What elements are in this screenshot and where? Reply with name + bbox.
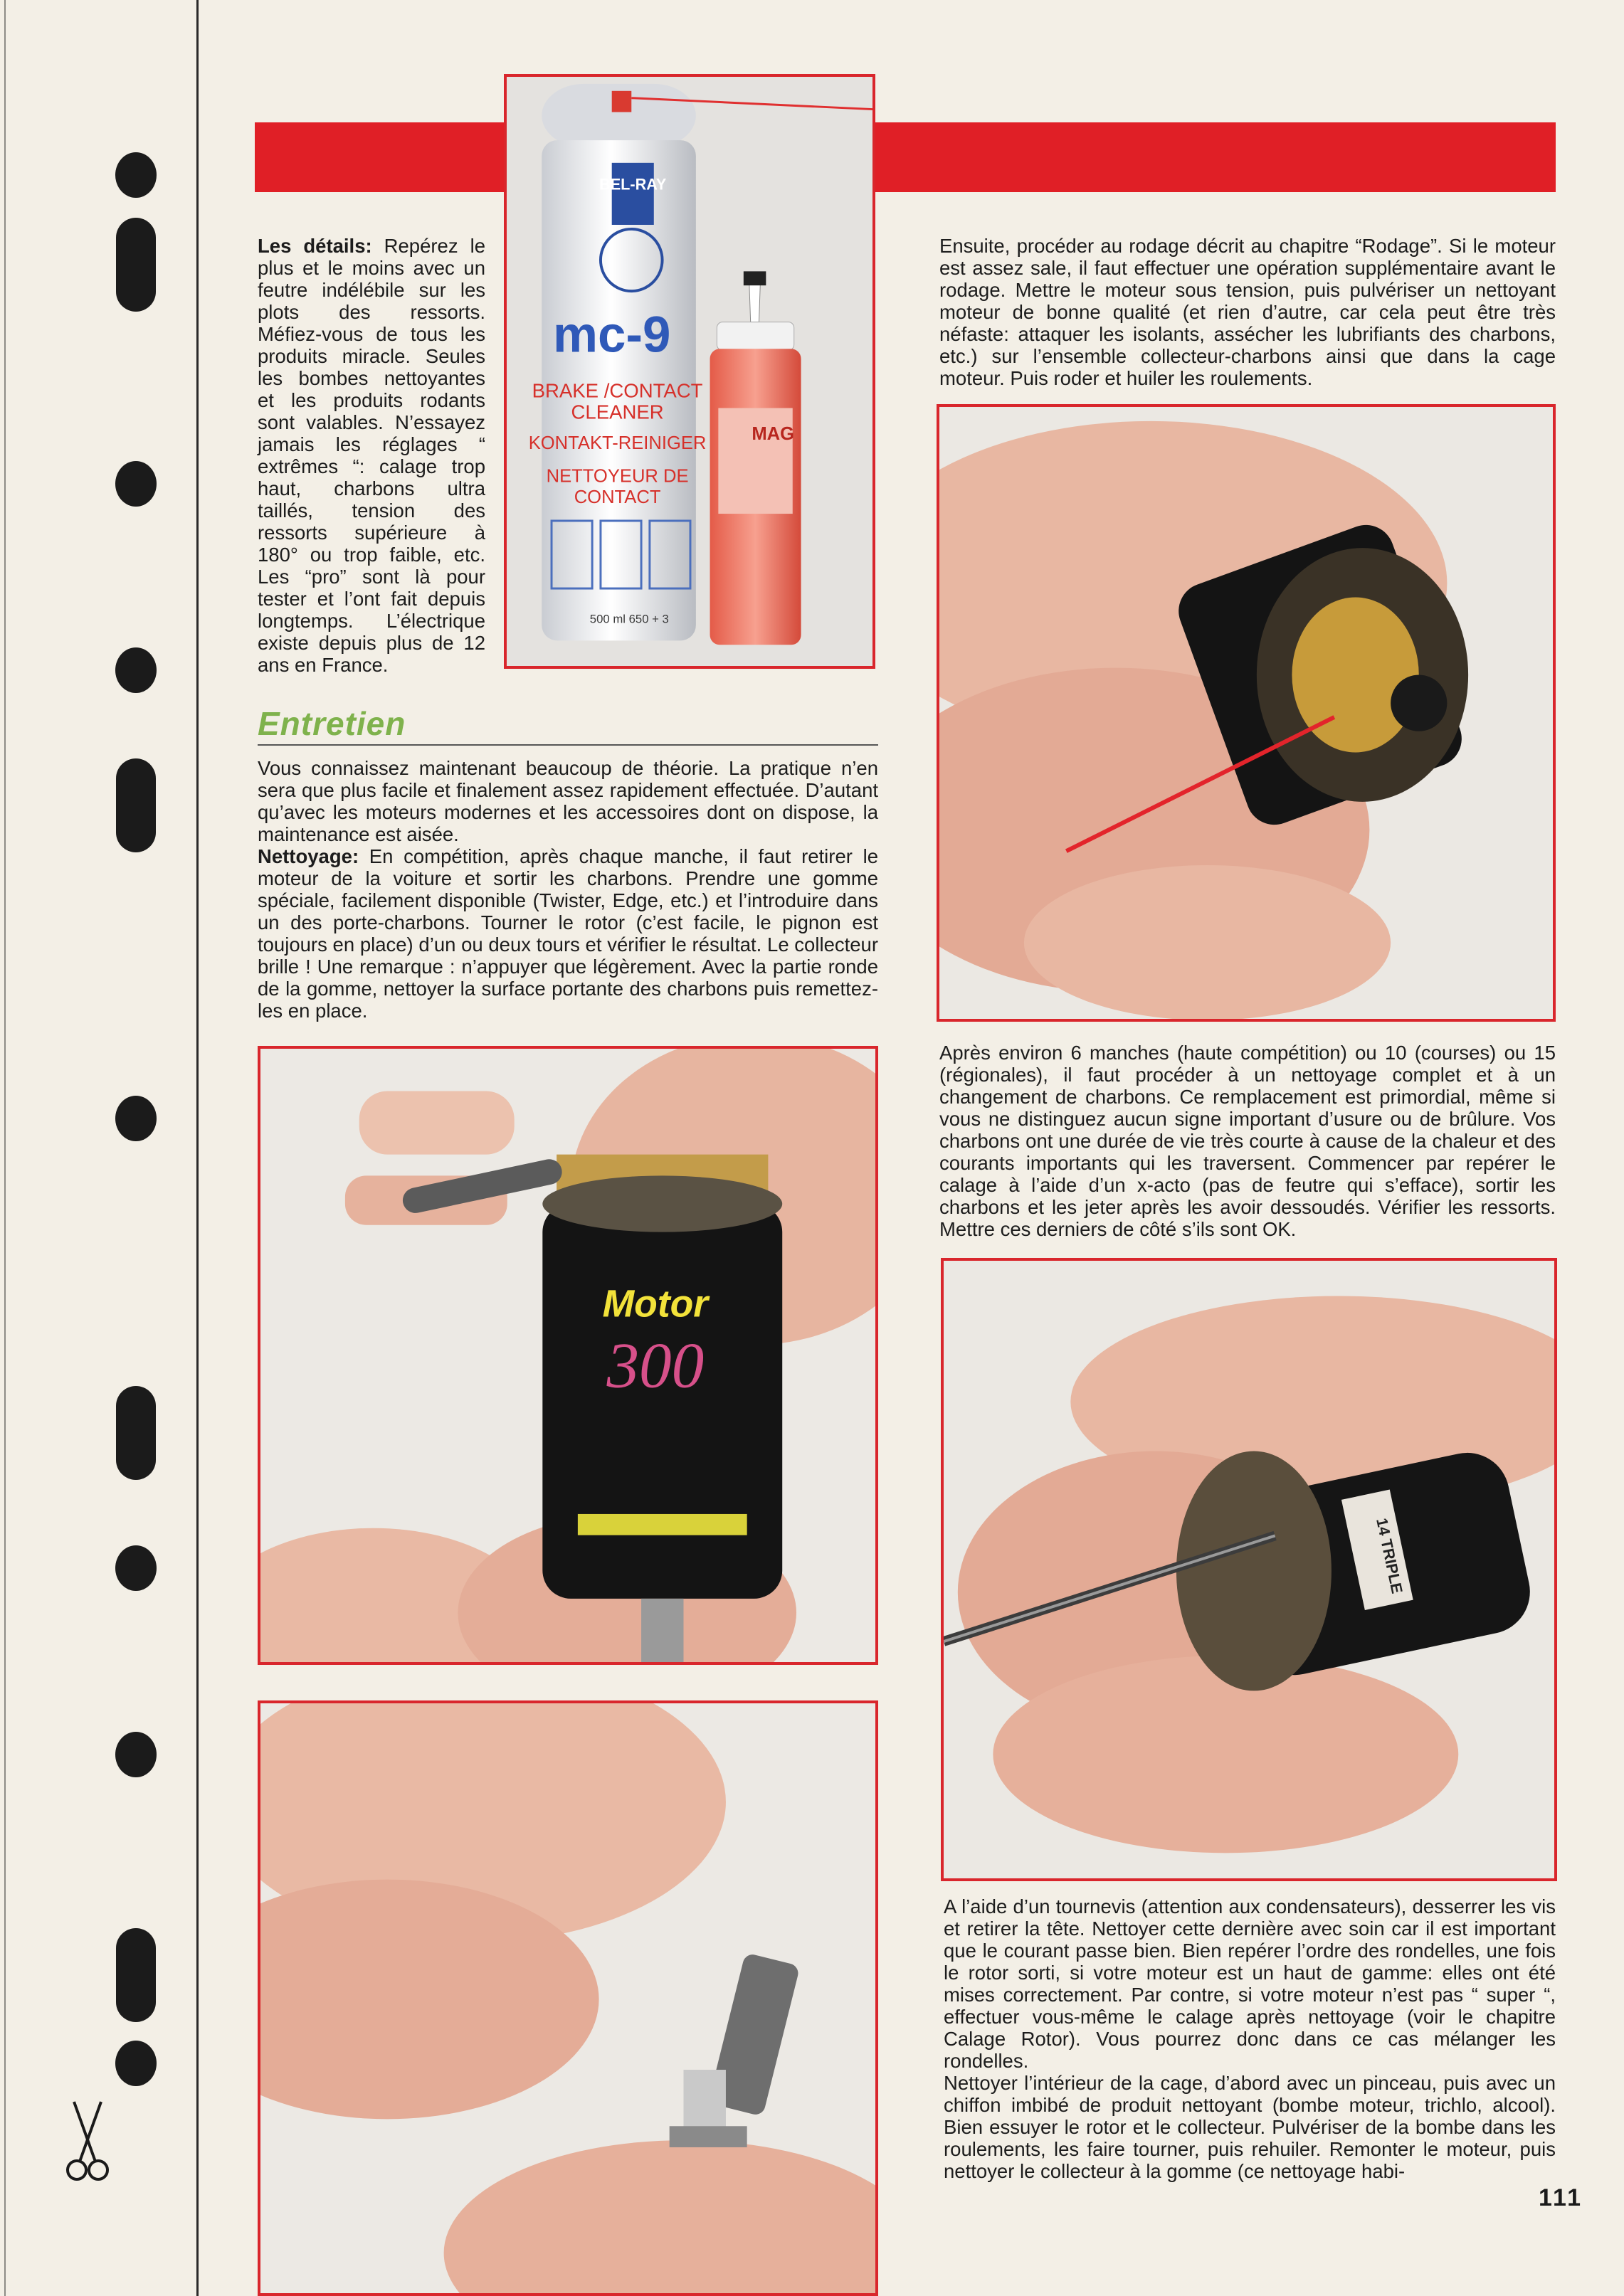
photo-eraser-closeup: [258, 1700, 878, 2296]
can-line-1: BRAKE /CONTACT: [532, 379, 703, 402]
charbons-text: Après environ 6 manches (haute compétition) ou 10 (courses) ou 15 (régionales), il faut procéder à un nettoyage complet et à un changement de charbons. Ce remplacement est primordial, même si vous ne distinguez aucun signe important d’usure ou de brûlure. Vos charbons ont une durée de vie très courte à cause de la chaleur et des courants importants qui les traversent. Commencer par repérer le calage à l’aide d’un x-acto (pas de feutre qui s’efface), sortir les charbons et les jeter après les avoir dessoudés. Vérifier les ressorts. Mettre ces derniers de côté s’ils sont OK.: [939, 1042, 1556, 1240]
binder-hole-slot: [116, 218, 156, 312]
charbons-paragraph: [939, 1042, 1556, 1240]
entretien-intro: Vous connaissez maintenant beaucoup de théorie. La pratique n’en sera que plus facile et finalement assez rapidement effectuée. D’autant qu’avec les moteurs modernes et les accessoires dont on dispose, la maintenance est aisée.: [258, 757, 878, 845]
binder-hole: [115, 461, 157, 507]
details-label: Les détails:: [258, 235, 372, 257]
bottle-label: MAG: [752, 424, 795, 445]
binder-hole: [115, 1096, 157, 1141]
photo-motor-eraser: [258, 1046, 878, 1665]
page-edge-line: [4, 0, 6, 2296]
binder-hole-slot: [116, 758, 156, 852]
can-model: mc-9: [552, 307, 671, 364]
binder-hole: [115, 647, 157, 693]
entretien-paragraph: [258, 757, 878, 1022]
binder-hole-slot: [116, 1386, 156, 1480]
details-paragraph: [258, 235, 485, 676]
photo-spray-can: [504, 74, 875, 669]
binder-margin-line: [196, 0, 199, 2296]
page-number: 111: [1539, 2184, 1583, 2211]
rodage-text: Ensuite, procéder au rodage décrit au chapitre “Rodage”. Si le moteur est assez sale, il faut effectuer une opération supplémentaire avant le rodage. Mettre le moteur sous tension, puis pulvériser un nettoyant moteur de bonne qualité (et rien d’autre, car cela peut être très néfaste: attaquer les isolants, assécher les lubrifiants des charbons, etc.) sur l’ensemble collecteur-charbons ainsi que dans la cage moteur. Puis roder et huiler les roulements.: [939, 235, 1556, 389]
details-text: Repérez le plus et le moins avec un feutre indélébile sur les plots des ressorts. Méfiez-vous de tous les produits miracle. Seules les bombes nettoyantes et les produits rodants sont valables. N’essayez jamais les réglages “ extrêmes “: calage trop haut, charbons ultra taillés, tension des ressorts supérieure à 180° ou trop faible, etc. Les “pro” sont là pour tester et l’ont fait depuis longtemps. L’électrique existe depuis plus de 12 ans en France.: [258, 235, 485, 676]
nettoyage-label: Nettoyage:: [258, 845, 359, 867]
demontage-paragraph: [944, 1895, 1556, 2182]
header-red-band: [255, 122, 1556, 192]
photo-spray-motor: [937, 404, 1556, 1022]
photo-screwdriver-motor: [941, 1258, 1557, 1881]
section-heading: Entretien: [258, 705, 406, 742]
can-line-4: NETTOYEUR DE: [546, 466, 689, 487]
binder-hole: [115, 1545, 157, 1591]
binder-hole: [115, 152, 157, 198]
nettoyage-cage-text: Nettoyer l’intérieur de la cage, d’abord avec un pinceau, puis avec un chiffon imbibé de produit nettoyant (bombe moteur, trichlo, alcool). Bien essuyer le rotor et le collecteur. Pulvériser de la bombe dans les roulements, les faire tourner, puis rehuiler. Remonter le moteur, puis nettoyer le collecteur à la gomme (ce nettoyage habi-: [944, 2072, 1556, 2182]
binder-hole-slot: [116, 1928, 156, 2022]
can-line-5: CONTACT: [574, 487, 661, 508]
can-brand: BEL-RAY: [599, 175, 667, 194]
can-volume: 500 ml 650 + 3: [589, 612, 669, 626]
motor-label-word: Motor: [602, 1283, 709, 1326]
scissors-icon: [61, 2099, 114, 2184]
motor-label-triple: 14 TRIPLE: [1373, 1516, 1406, 1595]
can-line-3: KONTAKT-REINIGER: [528, 433, 707, 453]
can-line-2: CLEANER: [571, 401, 664, 423]
nettoyage-text: En compétition, après chaque manche, il faut retirer le moteur de la voiture et sortir les charbons. Prendre une gomme spéciale, facilement disponible (Twister, Edge, etc.) et l’introduire dans un des porte-charbons. Tourner le rotor (c’est facile, le pignon est toujours en place) d’un ou deux tours et vérifier le résultat. Le collecteur brille ! Une remarque : n’appuyer que légèrement. Avec la partie ronde de la gomme, nettoyer la surface portante des charbons puis remettez-les en place.: [258, 845, 878, 1022]
heading-rule: [258, 744, 878, 746]
rodage-paragraph: [939, 235, 1556, 389]
binder-hole: [115, 2041, 157, 2086]
binder-hole: [115, 1732, 157, 1777]
motor-label-number: 300: [606, 1329, 705, 1402]
demontage-text: A l’aide d’un tournevis (attention aux condensateurs), desserrer les vis et retirer la tête. Nettoyer cette dernière avec soin car il est important que le courant passe bien. Bien repérer l’ordre des rondelles, une fois le rotor sorti, si votre moteur est un haut de gamme: elles ont été mises correctement. Par contre, si votre moteur n’est pas “ super “, effectuer vous-même le calage après nettoyage (voir le chapitre Calage Rotor). Vous pourrez donc dans ce cas mélanger les rondelles.: [944, 1895, 1556, 2072]
